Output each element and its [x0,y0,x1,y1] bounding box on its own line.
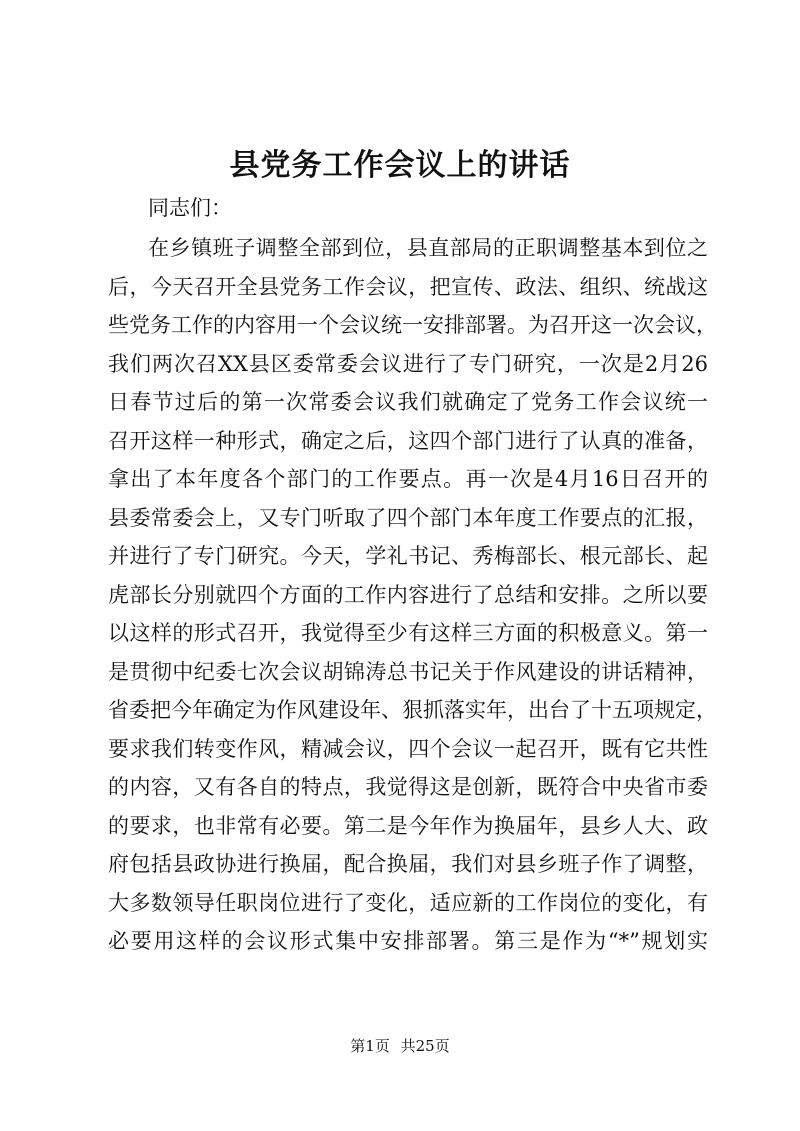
text-line: 必要用这样的会议形式集中安排部署。第三是作为“*”规划实 [108,929,708,953]
salutation: 同志们： [148,196,232,220]
text-line: 我们两次召XX县区委常委会议进行了专门研究，一次是2月26 [108,351,708,376]
text-line: 县委常委会上，又专门听取了四个部门本年度工作要点的汇报， [108,505,708,530]
text-line: 是贯彻中纪委七次会议胡锦涛总书记关于作风建设的讲话精神， [108,659,708,684]
text-line: 召开这样一种形式，确定之后，这四个部门进行了认真的准备， [108,428,708,453]
text-line: 的要求，也非常有必要。第二是今年作为换届年，县乡人大、政 [108,813,708,838]
text-line: 要求我们转变作风，精减会议，四个会议一起召开，既有它共性 [108,736,708,761]
text-line: 省委把今年确定为作风建设年、狠抓落实年，出台了十五项规定， [108,698,717,722]
page-footer [0,1035,800,1056]
body-paragraph [108,229,717,961]
total-pages: 共25页 [400,1037,450,1055]
text-line: 些党务工作的内容用一个会议统一安排部署。为召开这一次会议， [108,313,717,337]
text-line: 后，今天召开全县党务工作会议，把宣传、政法、组织、统战这 [108,274,708,299]
text-line: 府包括县政协进行换届，配合换届，我们对县乡班子作了调整， [108,852,708,876]
page-title: 县党务工作会议上的讲话 [229,148,571,183]
text-line: 虎部长分别就四个方面的工作内容进行了总结和安排。之所以要 [108,582,708,607]
text-line: 大多数领导任职岗位进行了变化，适应新的工作岗位的变化，有 [108,890,708,915]
text-line: 的内容，又有各自的特点，我觉得这是创新，既符合中央省市委 [108,775,708,799]
text-line: 并进行了专门研究。今天，学礼书记、秀梅部长、根元部长、起 [108,544,708,568]
text-line: 拿出了本年度各个部门的工作要点。再一次是4月16日召开的 [108,467,708,491]
text-line: 以这样的形式召开，我觉得至少有这样三方面的积极意义。第一 [108,621,708,645]
text-line: 在乡镇班子调整全部到位，县直部局的正职调整基本到位之 [148,236,708,260]
text-line: 日春节过后的第一次常委会议我们就确定了党务工作会议统一 [108,390,708,414]
page-number: 第1页 [350,1037,390,1055]
